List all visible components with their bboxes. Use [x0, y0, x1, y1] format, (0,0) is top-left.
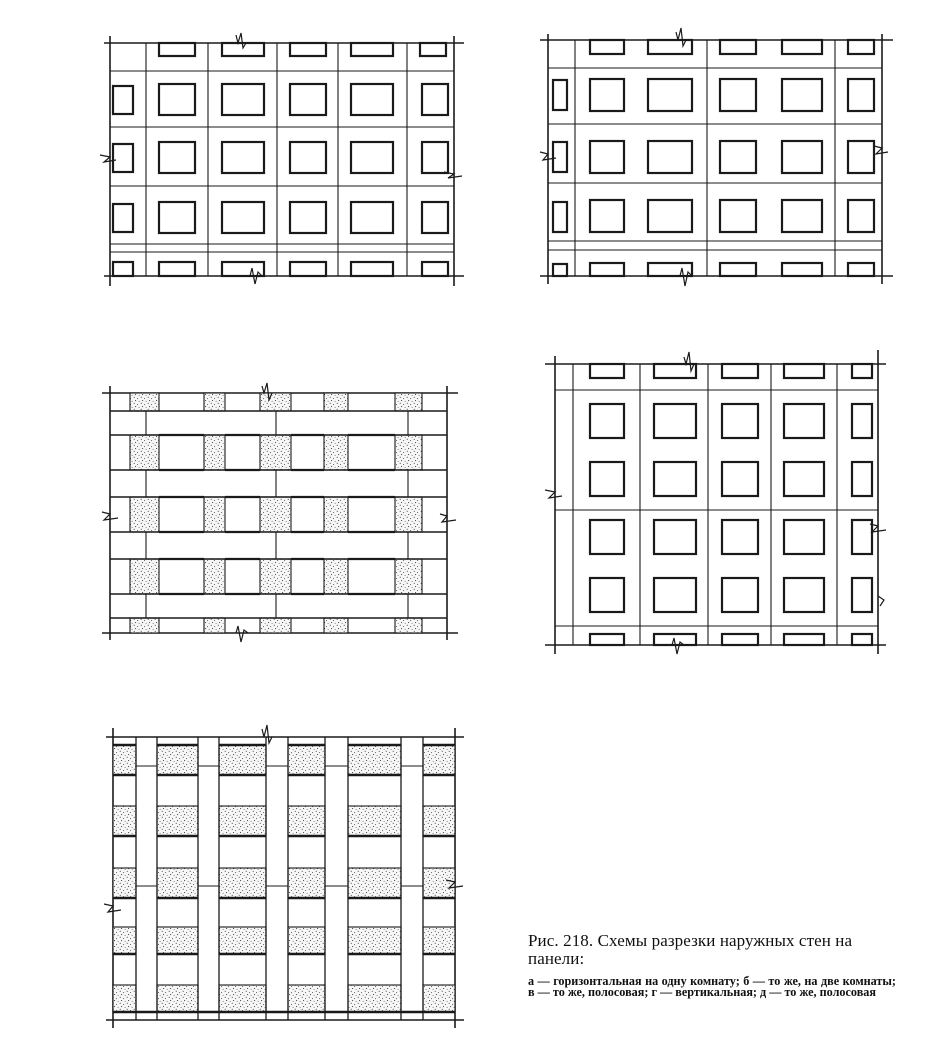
scheme-v-horizontal-strip: [102, 383, 458, 642]
figure-caption-title: Рис. 218. Схемы разрезки наружных стен на панели:: [528, 931, 853, 968]
scheme-d-vertical-strip: [104, 725, 464, 1028]
scheme-g-vertical: [545, 350, 886, 654]
scheme-b-horizontal-two-rooms: [540, 28, 893, 286]
figure-caption-text: а — горизонтальная на одну комнату; б — то же, на две комнаты; в — то же, полосовая; г — вертикальная; д — то же, полосовая: [528, 974, 896, 999]
scheme-a-horizontal-one-room: [100, 33, 464, 286]
